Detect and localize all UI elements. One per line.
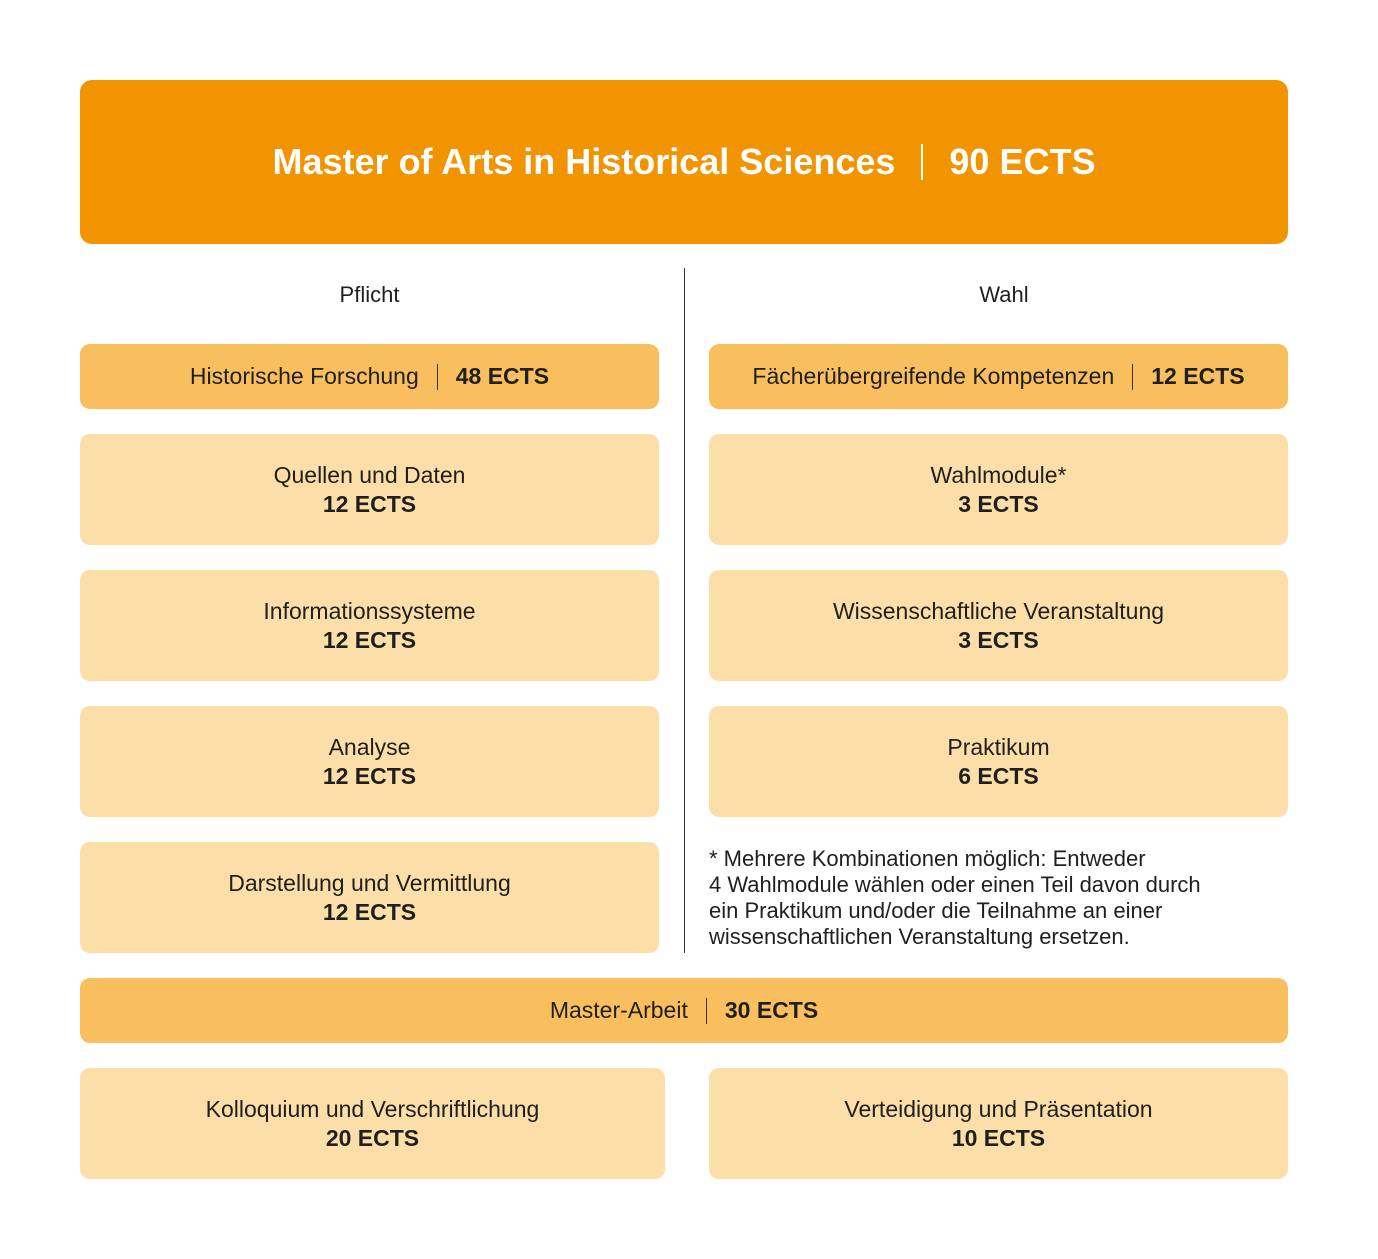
module-ects: 3 ECTS bbox=[958, 490, 1039, 517]
program-total-ects: 90 ECTS bbox=[949, 141, 1096, 182]
wahl-footnote bbox=[709, 846, 1299, 950]
footnote-line: * Mehrere Kombinationen möglich: Entweder bbox=[709, 846, 1146, 871]
pflicht-header-label: Historische Forschung bbox=[189, 363, 419, 389]
module-analyse bbox=[80, 706, 659, 817]
module-ects: 12 ECTS bbox=[322, 626, 417, 653]
module-label: Informationssysteme bbox=[263, 597, 476, 624]
master-arbeit-header bbox=[80, 978, 1288, 1043]
wahl-header-label: Fächerübergreifende Kompetenzen bbox=[752, 363, 1115, 389]
master-header-label: Master-Arbeit bbox=[549, 997, 688, 1023]
footnote-line: ein Praktikum und/oder die Teilnahme an einer bbox=[709, 898, 1163, 923]
pflicht-header bbox=[80, 344, 659, 409]
module-ects: 12 ECTS bbox=[322, 490, 417, 517]
program-title-banner bbox=[80, 80, 1288, 244]
header-separator bbox=[437, 364, 438, 390]
module-label: Quellen und Daten bbox=[273, 461, 466, 488]
footnote-line: 4 Wahlmodule wählen oder einen Teil davon durch bbox=[709, 872, 1201, 897]
module-label: Praktikum bbox=[947, 733, 1050, 760]
module-label: Analyse bbox=[328, 733, 411, 760]
title-separator bbox=[921, 144, 923, 180]
module-wissenschaftliche-veranstaltung bbox=[709, 570, 1288, 681]
module-ects: 20 ECTS bbox=[325, 1124, 420, 1151]
module-darstellung-und-vermittlung bbox=[80, 842, 659, 953]
module-ects: 6 ECTS bbox=[958, 762, 1039, 789]
wahl-header-ects: 12 ECTS bbox=[1151, 363, 1245, 389]
module-ects: 12 ECTS bbox=[322, 762, 417, 789]
master-header-ects: 30 ECTS bbox=[724, 997, 819, 1023]
module-ects: 3 ECTS bbox=[958, 626, 1039, 653]
module-label: Verteidigung und Präsentation bbox=[844, 1095, 1153, 1122]
header-separator bbox=[706, 998, 707, 1024]
wahl-header bbox=[709, 344, 1288, 409]
column-heading-pflicht: Pflicht bbox=[339, 282, 400, 307]
program-title: Master of Arts in Historical Sciences bbox=[272, 141, 896, 182]
module-quellen-und-daten bbox=[80, 434, 659, 545]
footnote-line: wissenschaftlichen Veranstaltung ersetzen. bbox=[709, 924, 1130, 949]
module-label: Wissenschaftliche Veranstaltung bbox=[832, 597, 1165, 624]
module-label: Darstellung und Vermittlung bbox=[228, 869, 511, 896]
module-wahlmodule bbox=[709, 434, 1288, 545]
pflicht-header-ects: 48 ECTS bbox=[455, 363, 550, 389]
module-kolloquium-und-verschriftlichung bbox=[80, 1068, 665, 1179]
column-heading-wahl: Wahl bbox=[979, 282, 1029, 307]
module-ects: 12 ECTS bbox=[322, 898, 417, 925]
module-label: Kolloquium und Verschriftlichung bbox=[205, 1095, 540, 1122]
module-label: Wahlmodule* bbox=[930, 461, 1067, 488]
header-separator bbox=[1132, 364, 1133, 390]
module-praktikum bbox=[709, 706, 1288, 817]
module-ects: 10 ECTS bbox=[951, 1124, 1046, 1151]
column-divider bbox=[684, 268, 685, 953]
module-verteidigung-und-praesentation bbox=[709, 1068, 1288, 1179]
module-informationssysteme bbox=[80, 570, 659, 681]
